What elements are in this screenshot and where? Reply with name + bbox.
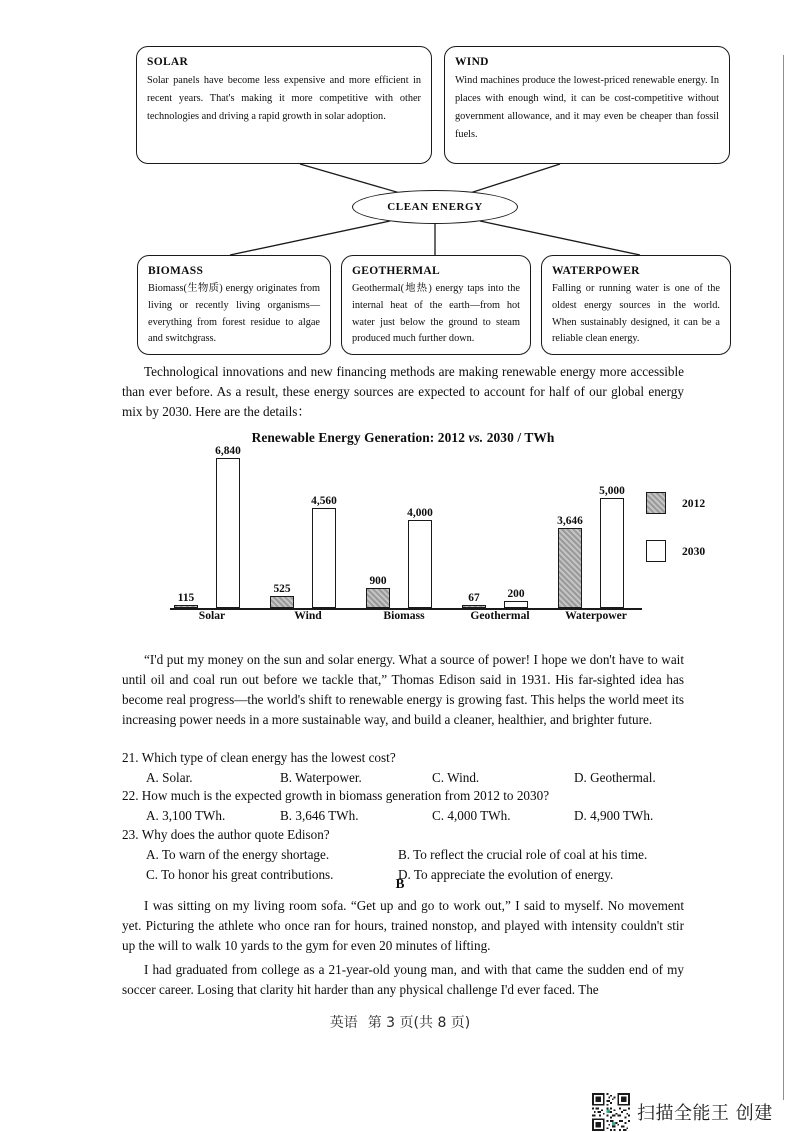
paragraph-intro	[122, 362, 684, 422]
question-23-stem	[122, 825, 684, 845]
chart-bar-waterpower-2030	[599, 485, 625, 608]
chart-category-solar: Solar	[198, 609, 226, 622]
paragraph-b2	[122, 960, 684, 1000]
question-22-option-b[interactable]: B. 3,646 TWh.	[280, 807, 359, 823]
question-23-option-c[interactable]: C. To honor his great contributions.	[146, 866, 334, 882]
question-22-option-a[interactable]: A. 3,100 TWh.	[146, 807, 226, 823]
node-body-waterpower: Falling or running water is one of the oldest energy sources in the world. When sustainably designed, it can be a reliable clean energy.	[552, 283, 720, 345]
question-21-text: Which type of clean energy has the lowest cost?	[141, 750, 396, 765]
chart-group-waterpower	[554, 458, 640, 622]
chart-value-geothermal-2030: 200	[507, 588, 525, 600]
scan-watermark-text: 扫描全能王 创建	[637, 1103, 773, 1124]
section-letter-b: B	[395, 876, 405, 891]
question-23-options-row1	[122, 845, 684, 865]
chart-group-biomass	[362, 458, 448, 622]
chart-group-wind	[266, 458, 352, 622]
clean-energy-diagram	[0, 0, 800, 360]
question-22-option-c[interactable]: C. 4,000 TWh.	[432, 807, 511, 823]
question-22-stem	[122, 786, 684, 806]
node-title-solar: SOLAR	[147, 56, 189, 68]
node-body-wind: Wind machines produce the lowest-priced renewable energy. In places with enough wind, it can be cost-competitive without government allowance, and it may even be cheaper than fossil fuels.	[455, 75, 719, 141]
chart-group-geothermal	[458, 458, 544, 622]
diagram-center-clean-energy	[352, 190, 518, 224]
question-21-number: 21.	[122, 750, 139, 765]
paragraph-b2-text: I had graduated from college as a 21-year-old young man, and with that came the sudden end of my soccer career. Losing that clarity hit harder than any physical challenge I'd ever faced. The	[122, 962, 684, 998]
center-label: CLEAN ENERGY	[387, 201, 483, 213]
scan-watermark	[592, 1093, 773, 1131]
chart-bar-wind-2030	[311, 495, 337, 608]
question-22-options	[122, 806, 684, 826]
chart-value-solar-2030: 6,840	[215, 445, 241, 457]
node-title-biomass: BIOMASS	[148, 265, 204, 277]
paragraph-b1-text: I was sitting on my living room sofa. “Get up and go to work out,” I said to myself. No movement yet. Picturing the athlete who once ran for hours, trained nonstop, and played with intensity couldn't stir up the will to walk 10 yards to the gym for even 20 minutes of lifting.	[122, 898, 684, 954]
diagram-node-geothermal	[341, 255, 531, 355]
node-body-solar: Solar panels have become less expensive and more efficient in recent years. That's making it more competitive with other technologies and driving a rapid growth in solar adoption.	[147, 75, 421, 123]
chart-category-biomass: Biomass	[383, 609, 425, 622]
question-22	[122, 786, 684, 826]
footer-page: 第 3 页(共 8 页)	[367, 1015, 471, 1031]
question-21	[122, 748, 684, 788]
node-title-waterpower: WATERPOWER	[552, 265, 640, 277]
node-body-geothermal: Geothermal(地热) energy taps into the internal heat of the earth—from hot water just below the ground to steam produced much further down.	[352, 283, 520, 345]
chart-title	[122, 430, 684, 446]
question-21-option-a[interactable]: A. Solar.	[146, 769, 193, 785]
node-body-biomass: Biomass(生物质) energy originates from living or recently living organisms—everything from forest residue to algae and switchgrass.	[148, 283, 320, 345]
chart-legend-item-2030	[646, 540, 766, 562]
chart-bar-biomass-2012	[366, 575, 390, 608]
diagram-node-wind	[444, 46, 730, 164]
question-23-option-a[interactable]: A. To warn of the energy shortage.	[146, 846, 330, 862]
diagram-node-waterpower	[541, 255, 731, 355]
chart-value-biomass-2012: 900	[369, 575, 387, 587]
chart-group-solar	[170, 445, 256, 622]
question-21-option-d[interactable]: D. Geothermal.	[574, 769, 656, 785]
chart-bar-solar-2030	[215, 445, 241, 608]
question-23-number: 23.	[122, 827, 139, 842]
question-23-text: Why does the author quote Edison?	[141, 827, 330, 842]
chart-value-solar-2012: 115	[177, 592, 195, 604]
paragraph-b1	[122, 896, 684, 956]
chart-category-wind: Wind	[294, 609, 322, 622]
chart-value-wind-2030: 4,560	[311, 495, 337, 507]
chart-bar-solar-2012	[174, 592, 198, 608]
chart-bar-wind-2012	[270, 583, 294, 608]
qr-code-icon	[592, 1093, 630, 1131]
chart-value-wind-2012: 525	[273, 583, 291, 595]
chart-legend-label-2030: 2030	[682, 544, 706, 558]
chart-legend-label-2012: 2012	[682, 496, 706, 510]
chart-value-waterpower-2030: 5,000	[599, 485, 625, 497]
diagram-node-solar	[136, 46, 432, 164]
chart-legend-swatch-2012	[646, 492, 666, 514]
chart-bar-biomass-2030	[407, 507, 433, 608]
chart-bar-geothermal-2012	[462, 592, 486, 608]
chart-value-waterpower-2012: 3,646	[557, 515, 583, 527]
question-22-option-d[interactable]: D. 4,900 TWh.	[574, 807, 654, 823]
paragraph-edison	[122, 650, 684, 730]
question-22-number: 22.	[122, 788, 139, 803]
question-21-stem	[122, 748, 684, 768]
question-21-option-b[interactable]: B. Waterpower.	[280, 769, 362, 785]
question-23-option-d[interactable]: D. To appreciate the evolution of energy.	[398, 866, 614, 882]
paragraph-intro-text: Technological innovations and new financing methods are making renewable energy more accessible than ever before. As a result, these energy sources are expected to account for half of our global energy mix by 2030. Here are the details：	[122, 364, 684, 420]
chart-title-italic: vs.	[468, 430, 484, 445]
chart-legend-swatch-2030	[646, 540, 666, 562]
footer-subject: 英语	[329, 1015, 358, 1031]
chart-bar-waterpower-2012	[557, 515, 583, 608]
chart-category-waterpower: Waterpower	[565, 609, 627, 622]
chart-bar-geothermal-2030	[504, 588, 528, 608]
chart-plot-area	[170, 445, 630, 626]
node-title-wind: WIND	[455, 56, 489, 68]
chart-legend-item-2012	[646, 492, 766, 514]
chart-value-geothermal-2012: 67	[468, 592, 480, 604]
chart-title-pre: Renewable Energy Generation: 2012	[251, 430, 469, 445]
node-title-geothermal: GEOTHERMAL	[352, 265, 440, 277]
chart-legend	[646, 492, 766, 588]
chart-category-geothermal: Geothermal	[470, 609, 530, 622]
chart-title-post: 2030 / TWh	[483, 430, 555, 445]
question-22-text: How much is the expected growth in biomass generation from 2012 to 2030?	[141, 788, 550, 803]
diagram-node-biomass	[137, 255, 331, 355]
question-21-options	[122, 768, 684, 788]
renewable-energy-chart	[122, 430, 706, 642]
question-21-option-c[interactable]: C. Wind.	[432, 769, 480, 785]
chart-value-biomass-2030: 4,000	[407, 507, 433, 519]
question-23-option-b[interactable]: B. To reflect the crucial role of coal at his time.	[398, 846, 648, 862]
paragraph-edison-text: “I'd put my money on the sun and solar energy. What a source of power! I hope we don't have to wait until oil and coal run out before we tackle that,” Thomas Edison said in 1931. His far-sighted idea has become real progress—the world's shift to renewable energy is growing fast. This helps the world meet its increasing power needs in a more sustainable way, and build a cleaner, healthier, and brighter future.	[122, 652, 684, 728]
page-footer	[0, 1012, 800, 1032]
